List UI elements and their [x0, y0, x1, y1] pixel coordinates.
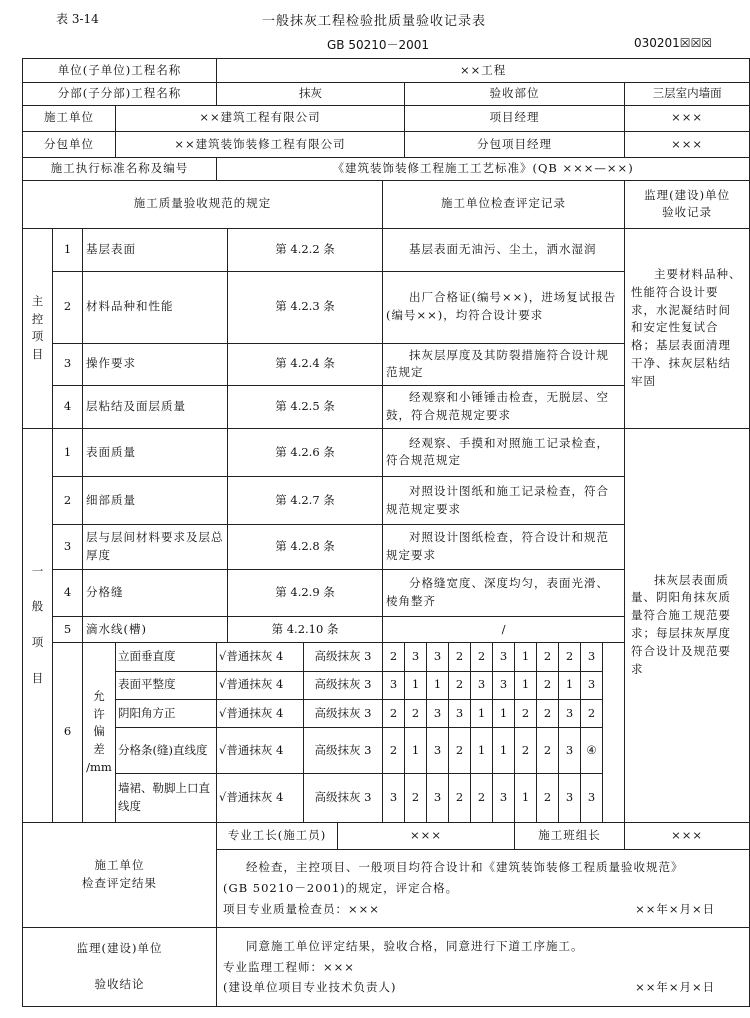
- unit-label: 单位(子单位)工程名称: [23, 59, 217, 83]
- main-item-no: 2: [53, 271, 83, 343]
- general-item-name: 分格缝: [83, 570, 228, 617]
- supervisor-record-header: 监理(建设)单位 验收记录: [625, 180, 750, 229]
- conclusion-signoff: [223, 977, 743, 998]
- measure-value: 2: [449, 671, 471, 699]
- measure-value: 1: [515, 643, 537, 671]
- deviation-name: 立面垂直度: [116, 643, 217, 671]
- spec-column-header: 施工质量验收规范的规定: [23, 180, 383, 229]
- deviation-name: 墙裙、勒脚上口直线度: [116, 773, 217, 822]
- general-item-no: 3: [53, 524, 83, 570]
- main-item-no: 1: [53, 229, 83, 272]
- measure-value: 2: [383, 699, 405, 727]
- quality-inspector: 项目专业质量检查员：×××: [223, 901, 380, 916]
- deviation-name: 阴阳角方正: [116, 699, 217, 727]
- general-item-clause: 第 4.2.7 条: [228, 477, 383, 525]
- measure-value: 2: [581, 699, 603, 727]
- main-item-name: 层粘结及面层质量: [83, 386, 228, 429]
- general-item-record: 对照设计图纸检查，符合设计和规范规定要求: [383, 524, 625, 570]
- measure-value: ④: [581, 728, 603, 774]
- measure-value: 3: [493, 773, 515, 822]
- measure-value: 2: [537, 671, 559, 699]
- main-item-clause: 第 4.2.3 条: [228, 271, 383, 343]
- general-item-no: 5: [53, 616, 83, 642]
- measure-value: 3: [559, 699, 581, 727]
- main-supervisor-record: 主要材料品种、性能符合设计要求，水泥凝结时间和安定性复试合格；基层表面清理干净、抹灰层粘结牢固: [625, 229, 750, 429]
- project-manager-value: ×××: [625, 105, 750, 131]
- general-item-clause: 第 4.2.9 条: [228, 570, 383, 617]
- measure-value: 2: [559, 643, 581, 671]
- sub-project-manager-value: ×××: [625, 131, 750, 157]
- measure-value: 2: [537, 643, 559, 671]
- measure-value: 3: [581, 643, 603, 671]
- deviation-normal: √普通抹灰 4: [217, 643, 304, 671]
- measure-value: 3: [559, 773, 581, 822]
- standard-number: GB 50210－2001: [327, 38, 430, 52]
- contractor-result-label: 施工单位 检查评定结果: [23, 822, 217, 927]
- supervisor-conclusion-label: 监理(建设)单位 验收结论: [23, 927, 217, 1006]
- subcontractor-label: 分包单位: [23, 131, 116, 157]
- measure-value: 1: [405, 671, 427, 699]
- measure-value: 1: [471, 699, 493, 727]
- contractor-value: ××建筑工程有限公司: [116, 105, 405, 131]
- team-leader-value: ×××: [625, 822, 750, 849]
- main-item-record: 抹灰层厚度及其防裂措施符合设计规范规定: [383, 343, 625, 386]
- sub-project-value: 抹灰: [217, 83, 405, 105]
- measure-value: 2: [537, 728, 559, 774]
- measure-value: 3: [449, 699, 471, 727]
- measure-value: 2: [515, 699, 537, 727]
- deviation-normal: √普通抹灰 4: [217, 699, 304, 727]
- measure-value: 1: [515, 671, 537, 699]
- measure-value: 1: [405, 728, 427, 774]
- measure-value: 3: [493, 671, 515, 699]
- main-item-record: 出厂合格证(编号××)，进场复试报告(编号××)，均符合设计要求: [383, 271, 625, 343]
- measure-value: 1: [559, 671, 581, 699]
- measure-value: 2: [383, 643, 405, 671]
- sub-project-manager-label: 分包项目经理: [405, 131, 625, 157]
- general-item-no: 2: [53, 477, 83, 525]
- measure-value: 2: [383, 728, 405, 774]
- acceptance-record-table: [22, 58, 750, 1007]
- general-item-name: 细部质量: [83, 477, 228, 525]
- subcontractor-value: ××建筑装饰装修工程有限公司: [116, 131, 405, 157]
- main-item-record: 经观察和小锤锤击检查，无脱层、空鼓，符合规范规定要求: [383, 386, 625, 429]
- measure-value: 2: [405, 699, 427, 727]
- deviation-high: 高级抹灰 3: [304, 773, 383, 822]
- measure-value: 3: [427, 643, 449, 671]
- general-item-record: 分格缝宽度、深度均匀，表面光滑、棱角整齐: [383, 570, 625, 617]
- supervisor-conclusion-text: [217, 927, 750, 1006]
- measure-value: 3: [471, 671, 493, 699]
- measure-value: 3: [581, 773, 603, 822]
- contractor-record-header: 施工单位检查评定记录: [383, 180, 625, 229]
- measure-value: 1: [427, 671, 449, 699]
- measure-value: 2: [449, 773, 471, 822]
- deviation-high: 高级抹灰 3: [304, 699, 383, 727]
- standard-label: 施工执行标准名称及编号: [23, 158, 217, 180]
- measure-value: 3: [405, 643, 427, 671]
- supervising-engineer: 专业监理工程师：×××: [223, 959, 355, 974]
- deviation-name: 表面平整度: [116, 671, 217, 699]
- acceptance-part-value: 三层室内墙面: [625, 83, 750, 105]
- general-item-no: 4: [53, 570, 83, 617]
- measure-value: 1: [493, 728, 515, 774]
- main-item-name: 材料品种和性能: [83, 271, 228, 343]
- deviation-label: 允 许 偏 差 /mm: [83, 643, 116, 822]
- general-item-clause: 第 4.2.6 条: [228, 428, 383, 477]
- measure-value: 2: [471, 643, 493, 671]
- measure-value: 2: [449, 643, 471, 671]
- contractor-result-text: [217, 849, 750, 927]
- project-manager-label: 项目经理: [405, 105, 625, 131]
- measure-value: 3: [581, 671, 603, 699]
- general-item-record: 对照设计图纸和施工记录检查，符合规范规定要求: [383, 477, 625, 525]
- measure-value: 2: [537, 773, 559, 822]
- measure-value: 3: [427, 773, 449, 822]
- main-item-name: 基层表面: [83, 229, 228, 272]
- team-leader-label: 施工班组长: [515, 822, 625, 849]
- acceptance-part-label: 验收部位: [405, 83, 625, 105]
- general-item-record: 经观察、手摸和对照施工记录检查，符合规范规定: [383, 428, 625, 477]
- deviation-normal: √普通抹灰 4: [217, 728, 304, 774]
- measure-value: 3: [427, 728, 449, 774]
- main-item-clause: 第 4.2.4 条: [228, 343, 383, 386]
- technical-lead: (建设单位项目专业技术负责人): [223, 980, 397, 995]
- general-item-no: 1: [53, 428, 83, 477]
- measure-value: 2: [471, 773, 493, 822]
- general-supervisor-record: 抹灰层表面质量、阴阳角抹灰质量符合施工规范要求；每层抹灰厚度符合设计及规范要求: [625, 428, 750, 822]
- main-item-no: 4: [53, 386, 83, 429]
- main-item-no: 3: [53, 343, 83, 386]
- main-control-label: 主 控 项 目: [23, 229, 53, 429]
- form-title: 一般抹灰工程检验批质量验收记录表: [262, 14, 487, 29]
- main-item-clause: 第 4.2.5 条: [228, 386, 383, 429]
- general-item-record: /: [383, 616, 625, 642]
- result-date: ××年×月×日: [635, 901, 716, 916]
- result-signoff: [223, 899, 743, 920]
- contractor-label: 施工单位: [23, 105, 116, 131]
- result-text-line2: (GB 50210－2001)的规定，评定合格。: [223, 880, 459, 895]
- unit-value: ××工程: [217, 59, 750, 83]
- measure-value: 1: [493, 699, 515, 727]
- measure-value: 3: [383, 671, 405, 699]
- main-item-record: 基层表面无油污、尘土，洒水湿润: [383, 229, 625, 272]
- table-number: 表 3-14: [56, 12, 99, 26]
- general-item-clause: 第 4.2.10 条: [228, 616, 383, 642]
- deviation-normal: √普通抹灰 4: [217, 671, 304, 699]
- general-item-name: 层与层间材料要求及层总厚度: [83, 524, 228, 570]
- deviation-item-no: 6: [53, 643, 83, 822]
- measure-value: 2: [405, 773, 427, 822]
- general-item-clause: 第 4.2.8 条: [228, 524, 383, 570]
- deviation-high: 高级抹灰 3: [304, 728, 383, 774]
- measure-value: 1: [515, 773, 537, 822]
- sub-project-label: 分部(子分部)工程名称: [23, 83, 217, 105]
- deviation-high: 高级抹灰 3: [304, 671, 383, 699]
- form-code: 030201☒☒☒: [634, 36, 713, 50]
- deviation-high: 高级抹灰 3: [304, 643, 383, 671]
- deviation-name: 分格条(缝)直线度: [116, 728, 217, 774]
- general-items-label: 一 般 项 目: [23, 428, 53, 822]
- general-item-name: 滴水线(槽): [83, 616, 228, 642]
- conclusion-text: 同意施工单位评定结果，验收合格，同意进行下道工序施工。: [246, 938, 584, 953]
- conclusion-date: ××年×月×日: [635, 980, 716, 995]
- measure-value: 3: [383, 773, 405, 822]
- general-item-name: 表面质量: [83, 428, 228, 477]
- standard-value: 《建筑装饰装修工程施工工艺标准》(QB ×××—××): [217, 158, 750, 180]
- foreman-value: ×××: [338, 822, 515, 849]
- foreman-label: 专业工长(施工员): [217, 822, 338, 849]
- measure-value: 1: [471, 728, 493, 774]
- measure-value: 3: [427, 699, 449, 727]
- result-text-line1: 经检查，主控项目、一般项目均符合设计和《建筑装饰装修工程质量验收规范》: [246, 860, 684, 875]
- measure-value: 2: [537, 699, 559, 727]
- measure-value: 3: [493, 643, 515, 671]
- main-item-clause: 第 4.2.2 条: [228, 229, 383, 272]
- measure-value: 2: [515, 728, 537, 774]
- main-item-name: 操作要求: [83, 343, 228, 386]
- measure-value: 3: [559, 728, 581, 774]
- deviation-normal: √普通抹灰 4: [217, 773, 304, 822]
- measure-value: 2: [449, 728, 471, 774]
